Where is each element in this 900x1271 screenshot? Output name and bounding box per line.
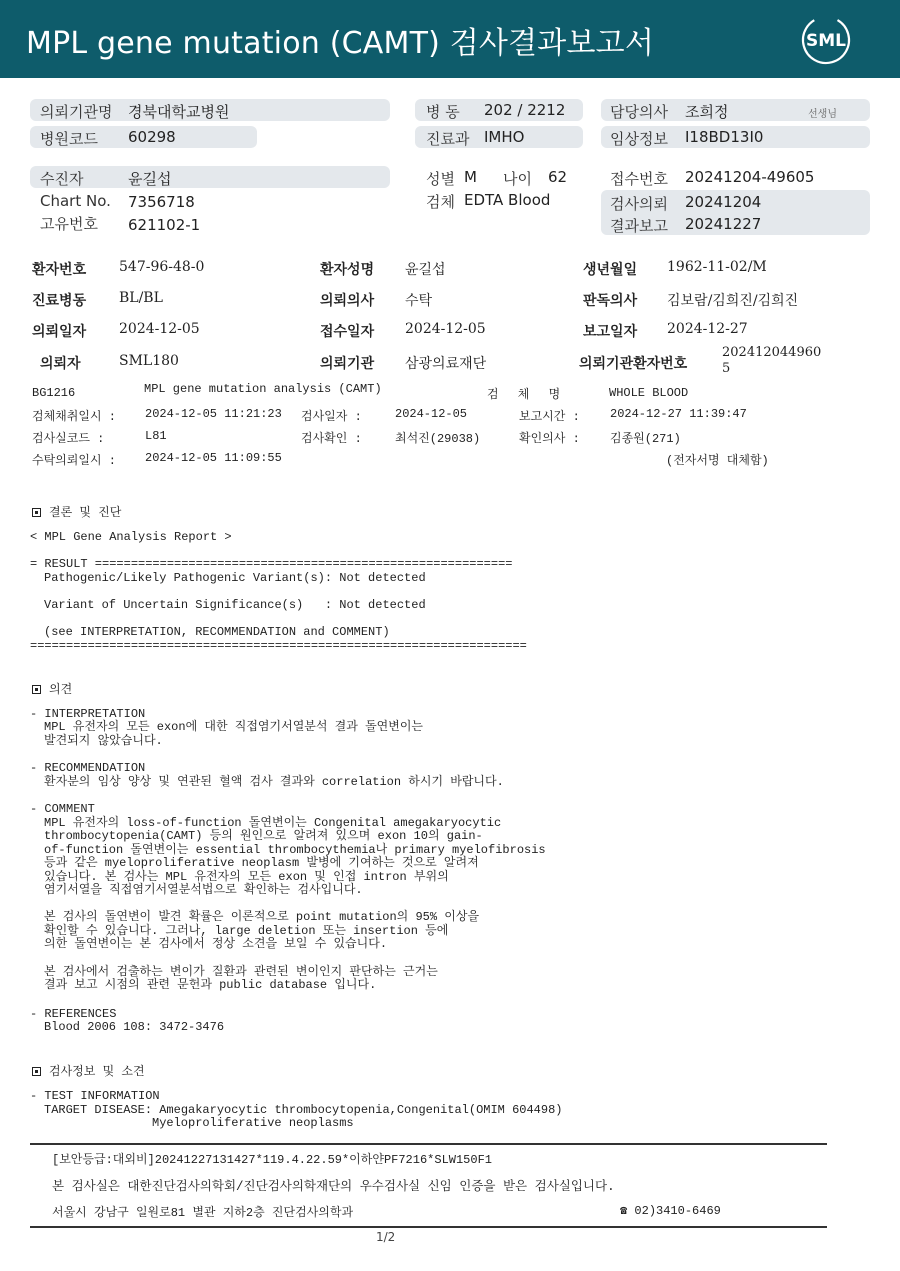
confirm-doctor-value: 김종원(271) [610, 432, 681, 446]
pid-label: 환자번호 [32, 262, 87, 278]
recipient-row-bg [30, 166, 390, 188]
comment-line-12: 본 검사에서 검출하는 변이가 질환과 관련된 변이인지 판단하는 근거는 [44, 965, 438, 979]
section-conclusion-title: 결론 및 진단 [49, 506, 122, 520]
req-date-value: 2024-12-05 [119, 321, 200, 337]
name-value: 윤길섭 [405, 262, 446, 278]
section-testinfo-title: 검사정보 및 소견 [49, 1065, 145, 1079]
request-label: 검사의뢰 [610, 195, 668, 213]
report-title: MPL gene mutation (CAMT) 검사결과보고서 [26, 26, 654, 61]
report-value: 20241227 [685, 215, 762, 233]
comment-line-3: of-function 돌연변이는 essential thrombocythemia나 primary myelofibrosis [44, 843, 546, 857]
sex-label: 성별 [426, 170, 455, 188]
comment-header: - COMMENT [30, 802, 95, 816]
rec-header: - RECOMMENDATION [30, 761, 146, 775]
result-line-3: (see INTERPRETATION, RECOMMENDATION and COMMENT) [44, 625, 390, 639]
section-conclusion [32, 503, 121, 520]
comment-line-2: thrombocytopenia(CAMT) 등의 원인으로 알려져 있으며 exon 10의 gain- [44, 829, 483, 843]
specimen-value: EDTA Blood [464, 191, 551, 209]
test-date-label: 검사일자 : [301, 410, 362, 424]
inst-pid-value-2: 5 [722, 361, 731, 376]
interp-header: - INTERPRETATION [30, 707, 146, 721]
result-header: = RESULT ========================================================== [30, 557, 513, 571]
test-date-value: 2024-12-05 [395, 407, 468, 421]
inst-pid-label: 의뢰기관환자번호 [579, 356, 688, 372]
reader-label: 판독의사 [583, 293, 638, 309]
footer-divider-bottom [30, 1226, 827, 1228]
sex-value: M [464, 168, 477, 186]
ti-header: - TEST INFORMATION [30, 1089, 160, 1103]
dob-value: 1962-11-02/M [667, 259, 767, 275]
section-testinfo [32, 1062, 145, 1079]
dept-label: 진료과 [426, 130, 470, 148]
institution-label: 의뢰기관명 [40, 103, 113, 121]
institution-value: 경북대학교병원 [128, 103, 230, 121]
consign-value: 2024-12-05 11:09:55 [145, 451, 282, 465]
doctor-suffix: 선생님 [808, 109, 837, 120]
cert-line: 본 검사실은 대한진단검사의학회/진단검사의학재단의 우수검사실 신임 인증을 받은 검사실입니다. [52, 1180, 615, 1194]
comment-line-1: MPL 유전자의 loss-of-function 돌연변이는 Congenital amegakaryocytic [44, 816, 502, 830]
sml-logo-text: SML [806, 31, 846, 51]
test-code: BG1216 [32, 386, 76, 400]
security-line: [보안등급:대외비]20241227131427*119.4.22.59*이하얀PF7216*SLW150F1 [52, 1153, 492, 1167]
req-inst-value: 삼광의료재단 [405, 356, 487, 372]
square-bullet-icon [32, 685, 41, 694]
comment-line-9: 확인할 수 있습니다. 그러나, large deletion 또는 insertion 등에 [44, 924, 449, 938]
ward-label: 병 동 [426, 103, 460, 121]
req-inst-label: 의뢰기관 [320, 356, 375, 372]
confirm-doctor-label: 확인의사 : [519, 432, 580, 446]
ref-line-1: Blood 2006 108: 3472-3476 [44, 1020, 225, 1034]
confirm-label: 검사확인 : [301, 432, 362, 446]
inst-pid-value-1: 202412044960 [722, 345, 822, 360]
interp-line-2: 발견되지 않았습니다. [44, 734, 163, 748]
hospital-code-label: 병원코드 [40, 130, 98, 148]
report-header [0, 0, 900, 78]
phone-line: ☎ 02)3410-6469 [620, 1204, 721, 1218]
request-value: 20241204 [685, 193, 762, 211]
section-opinion [32, 680, 72, 697]
sml-logo [800, 14, 852, 66]
collect-value: 2024-12-05 11:21:23 [145, 407, 282, 421]
ti-line-2: Myeloproliferative neoplasms [152, 1116, 354, 1130]
comment-line-8: 본 검사의 돌연변이 발견 확률은 이론적으로 point mutation의 95% 이상을 [44, 910, 480, 924]
ref-header: - REFERENCES [30, 1007, 117, 1021]
interp-line-1: MPL 유전자의 모든 exon에 대한 직접염기서열분석 결과 돌연변이는 [44, 720, 424, 734]
dob-label: 생년월일 [583, 262, 638, 278]
test-specimen-value: WHOLE BLOOD [609, 386, 689, 400]
square-bullet-icon [32, 1067, 41, 1076]
chart-value: 7356718 [128, 193, 195, 211]
rec-line-1: 환자분의 임상 양상 및 연관된 혈액 검사 결과와 correlation 하시기 바랍니다. [44, 775, 504, 789]
unique-label: 고유번호 [40, 215, 98, 233]
result-line-1: Pathogenic/Likely Pathogenic Variant(s): Not detected [44, 571, 426, 585]
recipient-label: 수진자 [40, 170, 84, 188]
result-footer: ===================================================================== [30, 639, 527, 653]
collect-label: 검체채취일시 : [32, 410, 116, 424]
comment-line-4: 등과 같은 myeloproliferative neoplasm 발병에 기여하는 것으로 알려져 [44, 856, 479, 870]
address-line: 서울시 강남구 일원로81 별관 지하2층 진단검사의학과 [52, 1206, 354, 1220]
chart-label: Chart No. [40, 192, 111, 210]
ti-line-1: TARGET DISEASE: Amegakaryocytic thrombocytopenia,Congenital(OMIM 604498) [44, 1103, 563, 1117]
comment-line-13: 결과 보고 시점의 관련 문헌과 public database 입니다. [44, 978, 377, 992]
lab-value: L81 [145, 429, 167, 443]
confirm-value: 최석진(29038) [395, 432, 481, 446]
section-opinion-title: 의견 [49, 683, 73, 697]
dept-value: IMHO [484, 128, 525, 146]
hospital-code-value: 60298 [128, 128, 176, 146]
comment-line-6: 염기서열을 직접염기서열분석법으로 확인하는 검사입니다. [44, 883, 363, 897]
consign-label: 수탁의뢰일시 : [32, 454, 116, 468]
requester-label: 의뢰자 [40, 356, 81, 372]
clinical-value: I18BD13I0 [685, 128, 764, 146]
clinical-label: 임상정보 [610, 130, 668, 148]
test-specimen-label: 검 체 명 [487, 388, 567, 402]
doctor-label: 담당의사 [610, 103, 668, 121]
req-doc-value: 수탁 [405, 293, 433, 309]
pward-label: 진료병동 [32, 293, 87, 309]
rpt-date-label: 보고일자 [583, 324, 638, 340]
rpt-date-value: 2024-12-27 [667, 321, 748, 337]
report-label: 결과보고 [610, 217, 668, 235]
receipt-value: 20241204-49605 [685, 168, 815, 186]
age-label: 나이 [503, 170, 532, 188]
doctor-value: 조희정 [685, 103, 729, 121]
result-line-2: Variant of Uncertain Significance(s) : Not detected [44, 598, 426, 612]
specimen-label: 검체 [426, 193, 455, 211]
req-date-label: 의뢰일자 [32, 324, 87, 340]
recipient-value: 윤길섭 [128, 170, 172, 188]
analysis-title: < MPL Gene Analysis Report > [30, 530, 232, 544]
rcv-date-value: 2024-12-05 [405, 321, 486, 337]
pward-value: BL/BL [119, 290, 163, 306]
ward-value: 202 / 2212 [484, 101, 566, 119]
square-bullet-icon [32, 508, 41, 517]
req-doc-label: 의뢰의사 [320, 293, 375, 309]
test-name: MPL gene mutation analysis (CAMT) [144, 382, 382, 396]
rcv-date-label: 접수일자 [320, 324, 375, 340]
report-time-value: 2024-12-27 11:39:47 [610, 407, 747, 421]
comment-line-5: 있습니다. 본 검사는 MPL 유전자의 모든 exon 및 인접 intron 부위의 [44, 870, 449, 884]
page-number: 1/2 [376, 1230, 396, 1244]
report-time-label: 보고시간 : [519, 410, 580, 424]
receipt-label: 접수번호 [610, 170, 668, 188]
name-label: 환자성명 [320, 262, 375, 278]
pid-value: 547-96-48-0 [119, 259, 205, 275]
requester-value: SML180 [119, 353, 179, 369]
footer-divider-top [30, 1143, 827, 1145]
comment-line-10: 의한 돌연변이는 본 검사에서 정상 소견을 보일 수 있습니다. [44, 937, 388, 951]
unique-value: 621102-1 [128, 216, 201, 234]
lab-label: 검사실코드 : [32, 432, 105, 446]
age-value: 62 [548, 168, 568, 186]
reader-value: 김보람/김희진/김희진 [667, 293, 799, 309]
esign-note: (전자서명 대체함) [666, 454, 769, 468]
